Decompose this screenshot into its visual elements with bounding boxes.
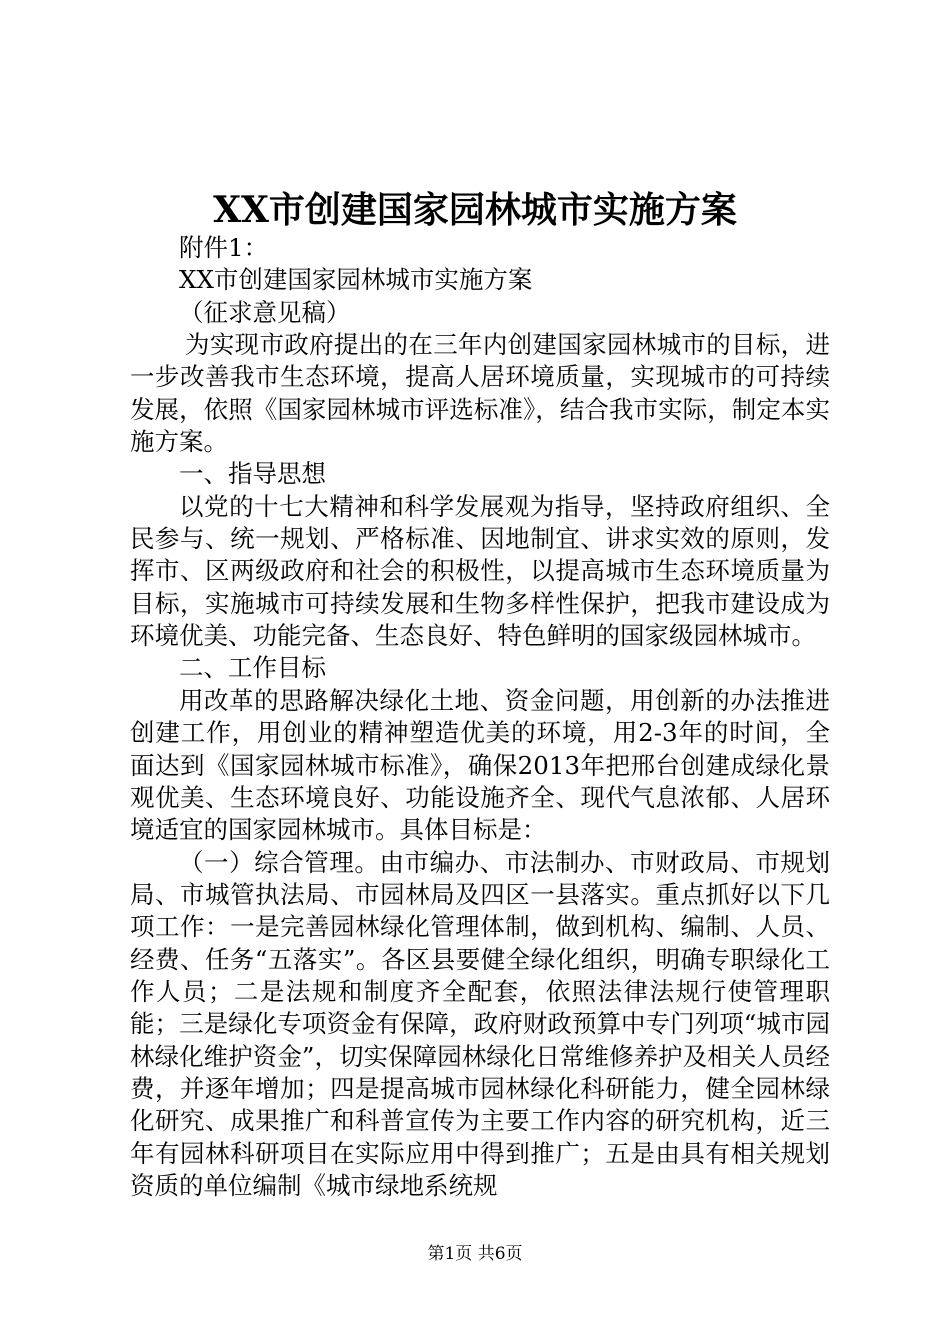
document-body xyxy=(130,232,830,1202)
section-heading-guiding-ideology: 一、指导思想 xyxy=(179,459,326,489)
intro-paragraph: 为实现市政府提出的在三年内创建国家园林城市的目标，进一步改善我市生态环境，提高人居环境质量，实现城市的可持续发展，依照《国家园林城市评选标准》，结合我市实际，制定本实施方案。 xyxy=(130,330,830,457)
section-paragraph-work-goals: 用改革的思路解决绿化土地、资金问题，用创新的办法推进创建工作，用创业的精神塑造优美的环境，用2-3年的时间，全面达到《国家园林城市标准》，确保2013年把邢台创建成绿化景观优美、生态环境良好、功能设施齐全、现代气息浓郁、人居环境适宜的国家园林城市。具体目标是： xyxy=(130,685,830,845)
draft-note: （征求意见稿） xyxy=(179,297,351,327)
document-subtitle: XX市创建国家园林城市实施方案 xyxy=(179,265,533,295)
attachment-label: 附件1： xyxy=(179,233,269,262)
page-footer: 第1页 共6页 xyxy=(427,1244,523,1264)
document-title: XX市创建国家园林城市实施方案 xyxy=(213,189,737,231)
section-heading-work-goals: 二、工作目标 xyxy=(179,653,326,683)
item-paragraph-comprehensive-management: （一）综合管理。由市编办、市法制办、市财政局、市规划局、市城管执法局、市园林局及四区一县落实。重点抓好以下几项工作：一是完善园林绿化管理体制，做到机构、编制、人员、经费、任务“五落实”。各区县要健全绿化组织，明确专职绿化工作人员；二是法规和制度齐全配套，依照法律法规行使管理职能；三是绿化专项资金有保障，政府财政预算中专门列项“城市园林绿化维护资金”，切实保障园林绿化日常维修养护及相关人员经费，并逐年增加；四是提高城市园林绿化科研能力，健全园林绿化研究、成果推广和科普宣传为主要工作内容的研究机构，近三年有园林科研项目在实际应用中得到推广；五是由具有相关规划资质的单位编制《城市绿地系统规 xyxy=(130,847,830,1200)
section-paragraph-guiding-ideology: 以党的十七大精神和科学发展观为指导，坚持政府组织、全民参与、统一规划、严格标准、因地制宜、讲求实效的原则，发挥市、区两级政府和社会的积极性，以提高城市生态环境质量为目标，实施城市可持续发展和生物多样性保护，把我市建设成为环境优美、功能完备、生态良好、特色鲜明的国家级园林城市。 xyxy=(130,491,830,651)
